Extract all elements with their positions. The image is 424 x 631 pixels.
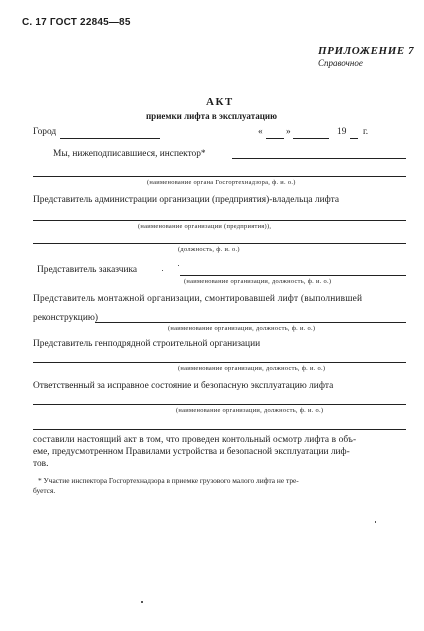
print-speck (141, 601, 143, 603)
day-field[interactable] (266, 138, 284, 139)
page-reference: С. 17 ГОСТ 22845—85 (22, 17, 131, 28)
admin-org-caption: (наименование организации (предприятия)), (138, 223, 272, 230)
city-label: Город (33, 127, 57, 137)
appendix-note: Справочное (318, 58, 363, 68)
responsible-rep-label: Ответственный за исправное состояние и безопасную эксплуатацию лифта (33, 381, 334, 391)
appendix-title: ПРИЛОЖЕНИЕ 7 (318, 45, 415, 57)
city-field[interactable] (60, 138, 160, 139)
footnote-line-2: буется. (33, 486, 56, 495)
quote-open: « (258, 127, 263, 137)
footnote-line-1: * Участие инспектора Госгортехнадзора в приемке грузового малого лифта не тре- (38, 476, 299, 485)
gencontractor-caption: (наименование организации, должность, ф. и. о.) (178, 365, 326, 372)
admin-org-field[interactable] (33, 220, 406, 221)
print-speck (162, 270, 163, 271)
admin-pos-field[interactable] (33, 243, 406, 244)
gencontractor-field[interactable] (33, 362, 406, 363)
customer-rep-label: Представитель заказчика (37, 265, 138, 275)
install-caption: (наименование организации, должность, ф. и. о.) (168, 325, 316, 332)
customer-caption: (наименование организации, должность, ф. и. о.) (184, 278, 332, 285)
inspector-caption: (наименование органа Госгортехнадзора, ф. и. о.) (147, 179, 296, 186)
install-field[interactable] (95, 322, 406, 323)
year-prefix: 19 (337, 127, 347, 137)
year-suffix: г. (363, 127, 369, 137)
responsible-caption: (наименование организации, должность, ф. и. о.) (176, 407, 324, 414)
year-field[interactable] (350, 138, 358, 139)
install-rep-label-2: реконструкцию) (33, 313, 98, 323)
inspector-field-2[interactable] (33, 176, 406, 177)
body-text-line-1: составили настоящий акт в том, что проведен контольный осмотр лифта в объ- (33, 435, 357, 445)
print-speck (375, 521, 376, 523)
responsible-field-2[interactable] (33, 429, 406, 430)
document-subtitle: приемки лифта в эксплуатацию (146, 111, 277, 121)
body-text-line-3: тов. (33, 459, 49, 469)
inspector-label: Мы, нижеподписавшиеся, инспектор* (53, 149, 206, 159)
customer-field[interactable] (180, 275, 406, 276)
month-field[interactable] (293, 138, 329, 139)
inspector-field[interactable] (232, 158, 406, 159)
install-rep-label: Представитель монтажной организации, смонтировавшей лифт (выполнившей (33, 294, 363, 304)
admin-rep-label: Представитель администрации организации (предприятия)-владельца лифта (33, 195, 340, 205)
body-text-line-2: еме, предусмотренном Правилами устройства и безопасной эксплуатации лиф- (33, 447, 350, 457)
print-speck (178, 265, 179, 266)
responsible-field[interactable] (33, 404, 406, 405)
quote-close: » (286, 127, 291, 137)
admin-pos-caption: (должность, ф. и. о.) (178, 246, 240, 253)
document-title: АКТ (206, 96, 234, 108)
gencontractor-rep-label: Представитель генподрядной строительной организации (33, 339, 261, 349)
